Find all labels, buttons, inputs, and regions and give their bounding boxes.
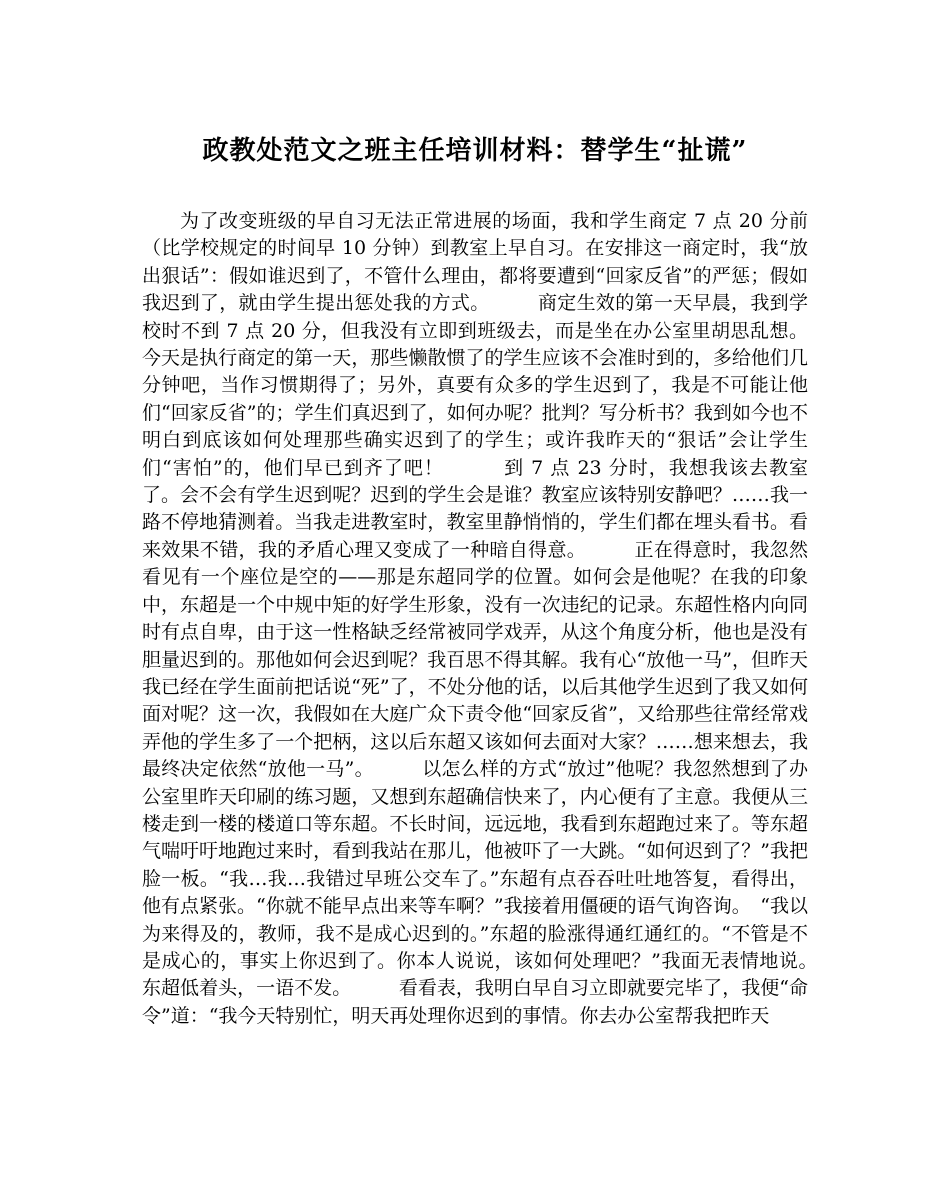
document-title: 政教处范文之班主任培训材料：替学生“扯谎” <box>202 136 748 166</box>
body-paragraph: 为了改变班级的早自习无法正常进展的场面，我和学生商定 7 点 20 分前（比学校规定的时间早 10 分钟）到教室上早自习。在安排这一商定时，我“放出狠话”：假如谁迟到了，不管什么理由，都将要遭到“回家反省”的严惩；假如我迟到了，就由学生提出惩处我的方式。 商定生效的第一天早晨，我到学校时不到 7 点 20 分，但我没有立即到班级去，而是坐在办公室里胡思乱想。今天是执行商定的第一天，那些懒散惯了的学生应该不会准时到的，多给他们几分钟吧，当作习惯期得了；另外，真要有众多的学生迟到了，我是不可能让他们“回家反省”的；学生们真迟到了，如何办呢？批判？写分析书？我到如今也不明白到底该如何处理那些确实迟到了的学生；或许我昨天的“狠话”会让学生们“害怕”的，他们早已到齐了吧！ 到 7 点 23 分时，我想我该去教室了。会不会有学生迟到呢？迟到的学生会是谁？教室应该特别安静吧？……我一路不停地猜测着。当我走进教室时，教室里静悄悄的，学生们都在埋头看书。看来效果不错，我的矛盾心理又变成了一种暗自得意。 正在得意时，我忽然看见有一个座位是空的——那是东超同学的位置。如何会是他呢？在我的印象中，东超是一个中规中矩的好学生形象，没有一次违纪的记录。东超性格内向同时有点自卑，由于这一性格缺乏经常被同学戏弄，从这个角度分析，他也是没有胆量迟到的。那他如何会迟到呢？我百思不得其解。我有心“放他一马”，但昨天我已经在学生面前把话说“死”了，不处分他的话，以后其他学生迟到了我又如何面对呢？这一次，我假如在大庭广众下责令他“回家反省”，又给那些往常经常戏弄他的学生多了一个把柄，这以后东超又该如何去面对大家？……想来想去，我最终决定依然“放他一马”。 以怎么样的方式“放过”他呢？我忽然想到了办公室里昨天印刷的练习题，又想到东超确信快来了，内心便有了主意。我便从三楼走到一楼的楼道口等东超。不长时间，远远地，我看到东超跑过来了。等东超气喘吁吁地跑过来时，看到我站在那儿，他被吓了一大跳。“如何迟到了？”我把脸一板。“我…我…我错过早班公交车了。”东超有点吞吞吐吐地答复，看得出，他有点紧张。“你就不能早点出来等车啊？”我接着用僵硬的语气询咨询。 “我以为来得及的，教师，我不是成心迟到的。”东超的脸涨得通红通红的。“不管是不是成心的，事实上你迟到了。你本人说说，该如何处理吧？”我面无表情地说。 东超低着头，一语不发。 看看表，我明白早自习立即就要完毕了，我便“命令”道：“我今天特别忙，明天再处理你迟到的事情。你去办公室帮我把昨天 <box>142 210 866 1027</box>
